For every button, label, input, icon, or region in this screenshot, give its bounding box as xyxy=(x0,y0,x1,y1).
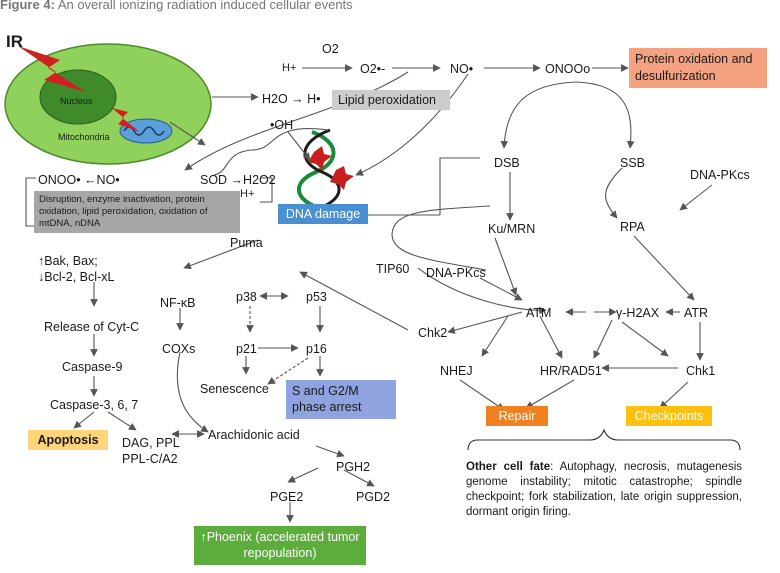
other-cell-fate xyxy=(466,460,742,520)
fate-title: Other cell fate xyxy=(466,461,551,473)
node-pgh2: PGH2 xyxy=(336,460,371,474)
figure-label: Figure 4: xyxy=(0,0,55,12)
node-coxs: COXs xyxy=(162,342,196,356)
node-nfkb: NF-κB xyxy=(160,296,196,310)
box-repair: Repair xyxy=(486,406,548,426)
node-p38: p38 xyxy=(236,290,257,304)
node-dna-pkcs-mid: DNA-PKcs xyxy=(426,266,486,280)
fate-brace xyxy=(468,430,740,450)
node-o2: O2 xyxy=(322,42,339,56)
node-ku-mrn: Ku/MRN xyxy=(488,222,536,236)
node-bak-bax: ↑Bak, Bax; xyxy=(38,254,98,268)
dna-break-2 xyxy=(330,166,354,190)
node-puma: Puma xyxy=(230,236,263,250)
node-hr-rad51: HR/RAD51 xyxy=(540,364,602,378)
node-p16: p16 xyxy=(306,342,327,356)
fate-text: : Autophagy, necrosis, mutagenesis genome instability; mitotic catastrophe; spindle checkpoint; fork stabilization, late origin suppression, dormant origin firing. xyxy=(466,461,742,518)
node-atr: ATR xyxy=(684,306,709,320)
node-onoo-no: ONOO• ←NO• xyxy=(38,173,120,187)
node-arachidonic: Arachidonic acid xyxy=(208,428,300,442)
node-pplc: PPL-C/A2 xyxy=(122,452,178,466)
node-h2o-to-h: H2O → H• xyxy=(262,92,321,106)
dna-strand-1 xyxy=(299,132,334,210)
node-dsb: DSB xyxy=(494,156,520,170)
node-gh2ax: γ-H2AX xyxy=(616,306,660,320)
box-lipid-peroxidation: Lipid peroxidation xyxy=(332,90,450,110)
node-h-plus: H+ xyxy=(282,62,297,74)
node-onoo-radical: ONOOo xyxy=(545,62,591,76)
node-oh-radical: •OH xyxy=(270,118,294,132)
node-nhej: NHEJ xyxy=(440,364,473,378)
node-atm: ATM xyxy=(526,306,552,320)
node-sod: SOD →H2O2 xyxy=(200,173,276,187)
node-pge2: PGE2 xyxy=(270,490,304,504)
node-tip60: TIP60 xyxy=(376,262,410,276)
node-dna-pkcs-top: DNA-PKcs xyxy=(690,168,750,182)
figure-title: An overall ionizing radiation induced cellular events xyxy=(57,0,353,12)
node-o2-radical: O2•- xyxy=(360,62,386,76)
box-disruption: Disruption, enzyme inactivation, protein oxidation, lipid peroxidation, oxidation of mtDNA, nDNA xyxy=(34,191,240,233)
node-bcl2: ↓Bcl-2, Bcl-xL xyxy=(38,270,115,284)
box-phoenix: ↑Phoenix (accelerated tumor repopulation) xyxy=(194,526,366,565)
box-protein-oxidation: Protein oxidation and desulfurization xyxy=(629,48,767,88)
node-chk1: Chk1 xyxy=(686,364,716,378)
node-p21: p21 xyxy=(236,342,257,356)
box-dna-damage: DNA damage xyxy=(278,204,368,224)
node-rpa: RPA xyxy=(620,220,645,234)
node-p53: p53 xyxy=(306,290,327,304)
node-no-radical: NO• xyxy=(450,62,474,76)
node-chk2: Chk2 xyxy=(418,326,448,340)
mitochondria-label: Mitochondria xyxy=(58,132,110,142)
node-dag: DAG, PPL xyxy=(122,436,180,450)
ir-label: IR xyxy=(6,32,23,51)
box-apoptosis: Apoptosis xyxy=(28,430,108,450)
node-senescence: Senescence xyxy=(200,382,269,396)
node-ssb: SSB xyxy=(620,156,646,170)
box-checkpoints: Checkpoints xyxy=(626,406,712,426)
node-casp367: Caspase-3, 6, 7 xyxy=(50,398,139,412)
box-sg2m-arrest: S and G2/M phase arrest xyxy=(286,380,396,419)
node-cytc: Release of Cyt-C xyxy=(44,320,140,334)
node-casp9: Caspase-9 xyxy=(62,360,123,374)
node-pgd2: PGD2 xyxy=(356,490,391,504)
node-h-bracket: H+ xyxy=(240,188,255,200)
nucleus-label: Nucleus xyxy=(60,96,93,106)
